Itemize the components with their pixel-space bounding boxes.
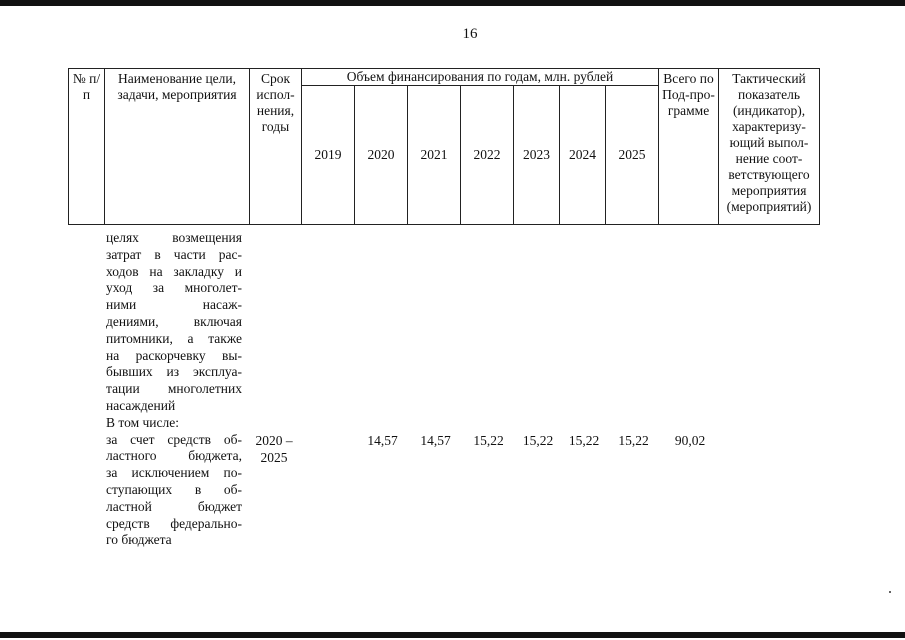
continuation-line: тации многолетних	[106, 381, 242, 397]
header-year: 2024	[560, 86, 606, 225]
continuation-line: ними насаж-	[106, 297, 242, 313]
page-number: 16	[462, 26, 478, 42]
header-indicator: Тактический показатель (индикатор), характеризу-ющий выпол-нение соот-ветствующего мероприятия (мероприятий)	[719, 69, 820, 225]
header-num: № п/п	[69, 69, 105, 225]
row-value-2021: 14,57	[420, 433, 451, 448]
funding-table-header	[68, 68, 820, 225]
continuation-line: бывших из эксплуа-	[106, 364, 242, 380]
activity-name-continuation	[106, 230, 242, 549]
row-value-2024: 15,22	[568, 433, 600, 448]
continuation-line: средств федерально-	[106, 515, 242, 531]
row-value-2020: 14,57	[367, 433, 398, 448]
row-total: 90,02	[674, 433, 706, 448]
header-year: 2019	[302, 86, 355, 225]
continuation-line: за счет средств об-	[106, 431, 242, 447]
header-year: 2023	[514, 86, 560, 225]
bottom-rule	[0, 632, 905, 638]
continuation-line: за исключением по-	[106, 465, 242, 481]
continuation-line: насаждений	[106, 397, 176, 413]
continuation-line: уход за многолет-	[106, 280, 242, 296]
header-year: 2025	[606, 86, 659, 225]
stray-dot	[889, 591, 891, 593]
header-total: Всего по Под-про-грамме	[659, 69, 719, 225]
top-rule	[0, 0, 905, 6]
header-year: 2022	[461, 86, 514, 225]
row-term: 2020 – 2025	[255, 433, 293, 465]
continuation-line: целях возмещения	[106, 230, 242, 245]
header-year: 2021	[408, 86, 461, 225]
row-value-2022: 15,22	[473, 433, 504, 448]
continuation-line: затрат в части рас-	[106, 246, 242, 262]
continuation-line: ступающих в об-	[106, 481, 242, 497]
row-value-2025: 15,22	[618, 433, 649, 448]
continuation-line: на раскорчевку вы-	[106, 347, 242, 363]
continuation-line: ластного бюджета,	[106, 448, 242, 464]
row-value-2023: 15,22	[522, 433, 554, 448]
header-term: Срок испол-нения, годы	[250, 69, 302, 225]
header-funding: Объем финансирования по годам, млн. рублей	[302, 69, 659, 86]
continuation-line: дениями, включая	[106, 313, 242, 329]
continuation-line: ластной бюджет	[106, 498, 242, 514]
header-name: Наименование цели, задачи, мероприятия	[105, 69, 250, 225]
continuation-line: го бюджета	[106, 532, 172, 548]
continuation-line: питомники, а также	[106, 330, 242, 346]
header-year: 2020	[355, 86, 408, 225]
continuation-line: ходов на закладку и	[106, 263, 242, 279]
continuation-line: В том числе:	[106, 414, 179, 430]
